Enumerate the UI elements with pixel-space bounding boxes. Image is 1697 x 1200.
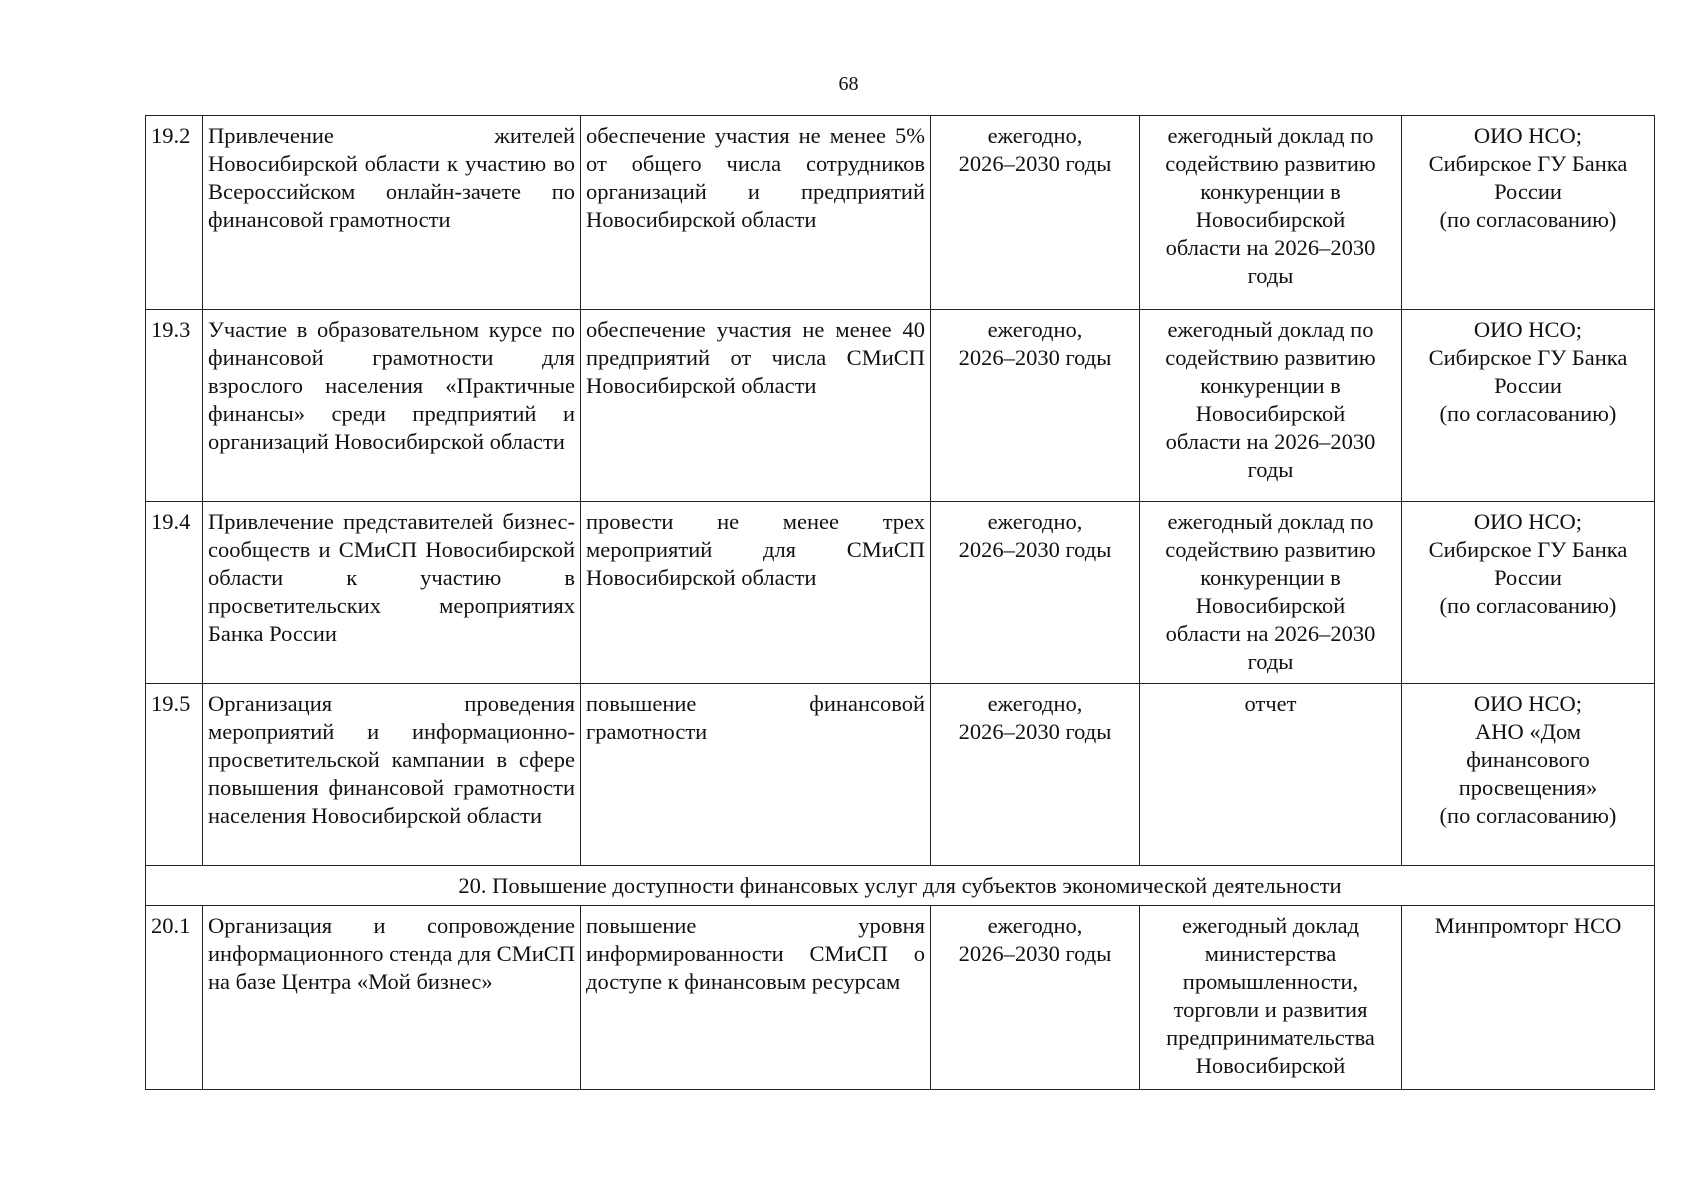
- report-line: области на 2026–2030: [1165, 621, 1376, 646]
- report-line: ежегодный доклад: [1181, 913, 1360, 938]
- report-line: ежегодный доклад по: [1167, 509, 1374, 534]
- report-line: отчет: [1244, 691, 1297, 716]
- table-row: [146, 684, 1655, 866]
- report-line: годы: [1247, 263, 1294, 288]
- result-cell: повышение финансовой грамотности: [581, 684, 931, 866]
- report-line: содействию развитию: [1165, 151, 1376, 176]
- responsible-line: (по согласованию): [1439, 593, 1617, 618]
- report-line: годы: [1247, 457, 1294, 482]
- responsible-line: ОИО НСО;: [1473, 317, 1583, 342]
- period-line: ежегодно,: [987, 509, 1083, 534]
- period-line: 2026–2030 годы: [958, 941, 1112, 966]
- report-line: области на 2026–2030: [1165, 235, 1376, 260]
- row-number: 19.4: [146, 502, 203, 684]
- responsible-line: Сибирское ГУ Банка: [1428, 151, 1628, 176]
- responsible-line: ОИО НСО;: [1473, 509, 1583, 534]
- report-line: предпринимательства: [1166, 1025, 1375, 1050]
- report-line: области на 2026–2030: [1165, 429, 1376, 454]
- responsible-line: (по согласованию): [1439, 401, 1617, 426]
- row-number: 19.2: [146, 116, 203, 310]
- responsible-line: (по согласованию): [1439, 207, 1617, 232]
- result-cell: обеспечение участия не менее 40 предприятий от числа СМиСП Новосибирской области: [581, 310, 931, 502]
- responsible-line: финансового: [1466, 747, 1590, 772]
- event-cell: Организация проведения мероприятий и информационно-просветительской кампании в сфере повышения финансовой грамотности населения Новосибирской области: [203, 684, 581, 866]
- period-line: 2026–2030 годы: [958, 151, 1112, 176]
- page-number: 68: [838, 73, 859, 95]
- event-cell: Привлечение представителей бизнес-сообществ и СМиСП Новосибирской области к участию в просветительских мероприятиях Банка России: [203, 502, 581, 684]
- period-cell: [931, 684, 1140, 866]
- row-number: 19.5: [146, 684, 203, 866]
- responsible-line: России: [1494, 179, 1562, 204]
- period-cell: [931, 906, 1140, 1090]
- result-cell: провести не менее трех мероприятий для СМиСП Новосибирской области: [581, 502, 931, 684]
- table-row: [146, 116, 1655, 310]
- report-line: ежегодный доклад по: [1167, 123, 1374, 148]
- period-line: 2026–2030 годы: [958, 719, 1112, 744]
- period-cell: [931, 502, 1140, 684]
- report-line: содействию развитию: [1165, 537, 1376, 562]
- report-cell: [1140, 684, 1402, 866]
- table-row: [146, 310, 1655, 502]
- report-line: конкуренции в: [1200, 373, 1341, 398]
- period-line: ежегодно,: [987, 691, 1083, 716]
- report-line: ежегодный доклад по: [1167, 317, 1374, 342]
- period-cell: [931, 116, 1140, 310]
- period-line: 2026–2030 годы: [958, 537, 1112, 562]
- event-cell: Организация и сопровождение информационного стенда для СМиСП на базе Центра «Мой бизнес»: [203, 906, 581, 1090]
- report-cell: [1140, 906, 1402, 1090]
- responsible-cell: [1402, 502, 1655, 684]
- row-number: 19.3: [146, 310, 203, 502]
- event-cell: Участие в образовательном курсе по финансовой грамотности для взрослого населения «Практичные финансы» среди предприятий и организаций Новосибирской области: [203, 310, 581, 502]
- responsible-line: России: [1494, 373, 1562, 398]
- report-cell: [1140, 116, 1402, 310]
- section-title: 20. Повышение доступности финансовых услуг для субъектов экономической деятельности: [146, 866, 1655, 906]
- responsible-cell: [1402, 684, 1655, 866]
- responsible-line: ОИО НСО;: [1473, 691, 1583, 716]
- responsible-line: просвещения»: [1458, 775, 1598, 800]
- result-cell: обеспечение участия не менее 5% от общего числа сотрудников организаций и предприятий Новосибирской области: [581, 116, 931, 310]
- measures-table: [145, 115, 1655, 1090]
- responsible-line: Минпромторг НСО: [1434, 913, 1622, 938]
- period-cell: [931, 310, 1140, 502]
- responsible-line: ОИО НСО;: [1473, 123, 1583, 148]
- period-line: 2026–2030 годы: [958, 345, 1112, 370]
- responsible-line: АНО «Дом: [1474, 719, 1582, 744]
- report-line: конкуренции в: [1200, 565, 1341, 590]
- period-line: ежегодно,: [987, 913, 1083, 938]
- report-cell: [1140, 310, 1402, 502]
- report-line: промышленности,: [1182, 969, 1359, 994]
- report-line: содействию развитию: [1165, 345, 1376, 370]
- report-line: Новосибирской: [1195, 207, 1346, 232]
- report-line: годы: [1247, 649, 1294, 674]
- report-line: Новосибирской: [1195, 401, 1346, 426]
- result-cell: повышение уровня информированности СМиСП о доступе к финансовым ресурсам: [581, 906, 931, 1090]
- responsible-cell: [1402, 906, 1655, 1090]
- period-line: ежегодно,: [987, 123, 1083, 148]
- report-line: Новосибирской: [1195, 1053, 1346, 1078]
- period-line: ежегодно,: [987, 317, 1083, 342]
- report-cell: [1140, 502, 1402, 684]
- responsible-line: Сибирское ГУ Банка: [1428, 537, 1628, 562]
- report-line: торговли и развития: [1173, 997, 1368, 1022]
- row-number: 20.1: [146, 906, 203, 1090]
- table-row: [146, 906, 1655, 1090]
- responsible-line: Сибирское ГУ Банка: [1428, 345, 1628, 370]
- responsible-line: России: [1494, 565, 1562, 590]
- table-row: [146, 502, 1655, 684]
- report-line: Новосибирской: [1195, 593, 1346, 618]
- responsible-line: (по согласованию): [1439, 803, 1617, 828]
- event-cell: Привлечение жителей Новосибирской области к участию во Всероссийском онлайн-зачете по финансовой грамотности: [203, 116, 581, 310]
- report-line: конкуренции в: [1200, 179, 1341, 204]
- responsible-cell: [1402, 116, 1655, 310]
- responsible-cell: [1402, 310, 1655, 502]
- report-line: министерства: [1204, 941, 1337, 966]
- section-row: [146, 866, 1655, 906]
